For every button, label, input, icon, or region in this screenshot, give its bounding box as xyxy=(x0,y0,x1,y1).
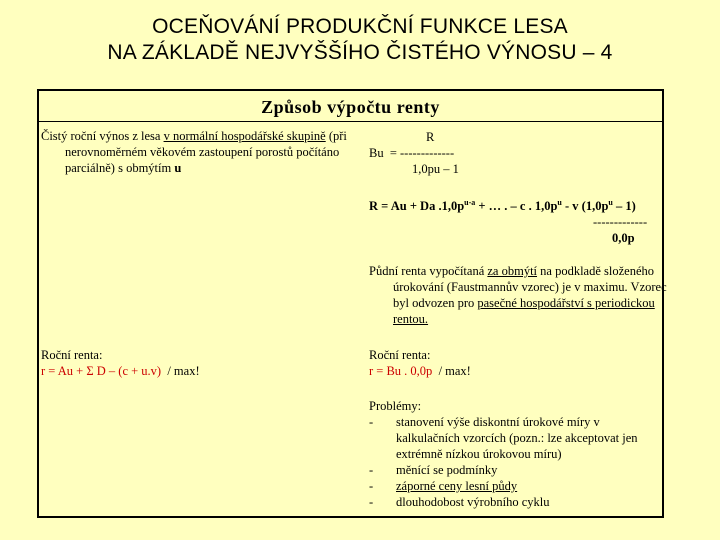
r-denominator: 0,0p xyxy=(612,231,635,245)
title-line-2: NA ZÁKLADĚ NEJVYŠŠÍHO ČISTÉHO VÝNOSU – 4 xyxy=(107,41,613,64)
bu-formula xyxy=(369,129,489,177)
problems-label: Problémy: xyxy=(369,399,422,413)
r-fraction-line: ------------- xyxy=(593,215,648,229)
problems-section xyxy=(369,398,662,510)
r-formula xyxy=(369,195,664,246)
left-rent-label: Roční renta: xyxy=(41,348,103,362)
list-item: - záporné ceny lesní půdy xyxy=(369,479,518,493)
right-rent-formula: r = Bu . 0,0p xyxy=(369,364,433,378)
list-item: - dlouhodobost výrobního cyklu xyxy=(369,495,550,509)
heading-divider xyxy=(37,121,664,122)
r-formula-line: R = Au + Da $.1,0p^{u-a}$ + … . – c . $1,0p^u$ - v $(1,0p^u - 1)$ xyxy=(369,198,636,213)
soil-rent-description: Půdní renta vypočítaná za obmýtí na podkladě složeného úrokování (Faustmannův vzorec) je v maximu. Vzorec byl odvozen pro pasečné hospodářství s periodickou rentou. xyxy=(369,264,667,326)
bu-fraction-line: Bu = ------------- xyxy=(369,146,455,160)
right-rent-label: Roční renta: xyxy=(369,348,431,362)
rotation-symbol: u xyxy=(174,161,182,175)
left-annual-rent xyxy=(41,347,351,379)
bu-numerator: R xyxy=(426,130,435,144)
slide-title xyxy=(0,14,720,66)
normal-group-term: v normální hospodářské skupině xyxy=(163,129,326,143)
net-yield-description: Čistý roční výnos z lesa v normální hospodářské skupině (při nerovnoměrném věkovém zastoupení porostů počítáno parciálně) s obmýtím u xyxy=(41,129,347,175)
bu-denominator: 1,0pu – 1 xyxy=(412,162,459,176)
left-rent-suffix: / max! xyxy=(161,364,200,378)
list-item: - stanovení výše diskontní úrokové míry v kalkulačních vzorcích (pozn.: lze akceptovat jen extrémně nízkou úrokovou míru) xyxy=(369,415,638,461)
list-item: - měnící se podmínky xyxy=(369,463,498,477)
clearcut-term: pasečné hospodářství s periodickou rentou. xyxy=(393,296,655,326)
rotation-term: za obmýtí xyxy=(487,264,538,278)
left-rent-formula: r = Au + Σ D – (c + u.v) xyxy=(41,364,162,378)
right-rent-suffix: / max! xyxy=(432,364,471,378)
box-heading: Způsob výpočtu renty xyxy=(261,97,440,117)
problems-list xyxy=(369,414,662,510)
right-annual-rent xyxy=(369,347,649,379)
title-line-1: OCEŇOVÁNÍ PRODUKČNÍ FUNKCE LESA xyxy=(152,15,568,38)
